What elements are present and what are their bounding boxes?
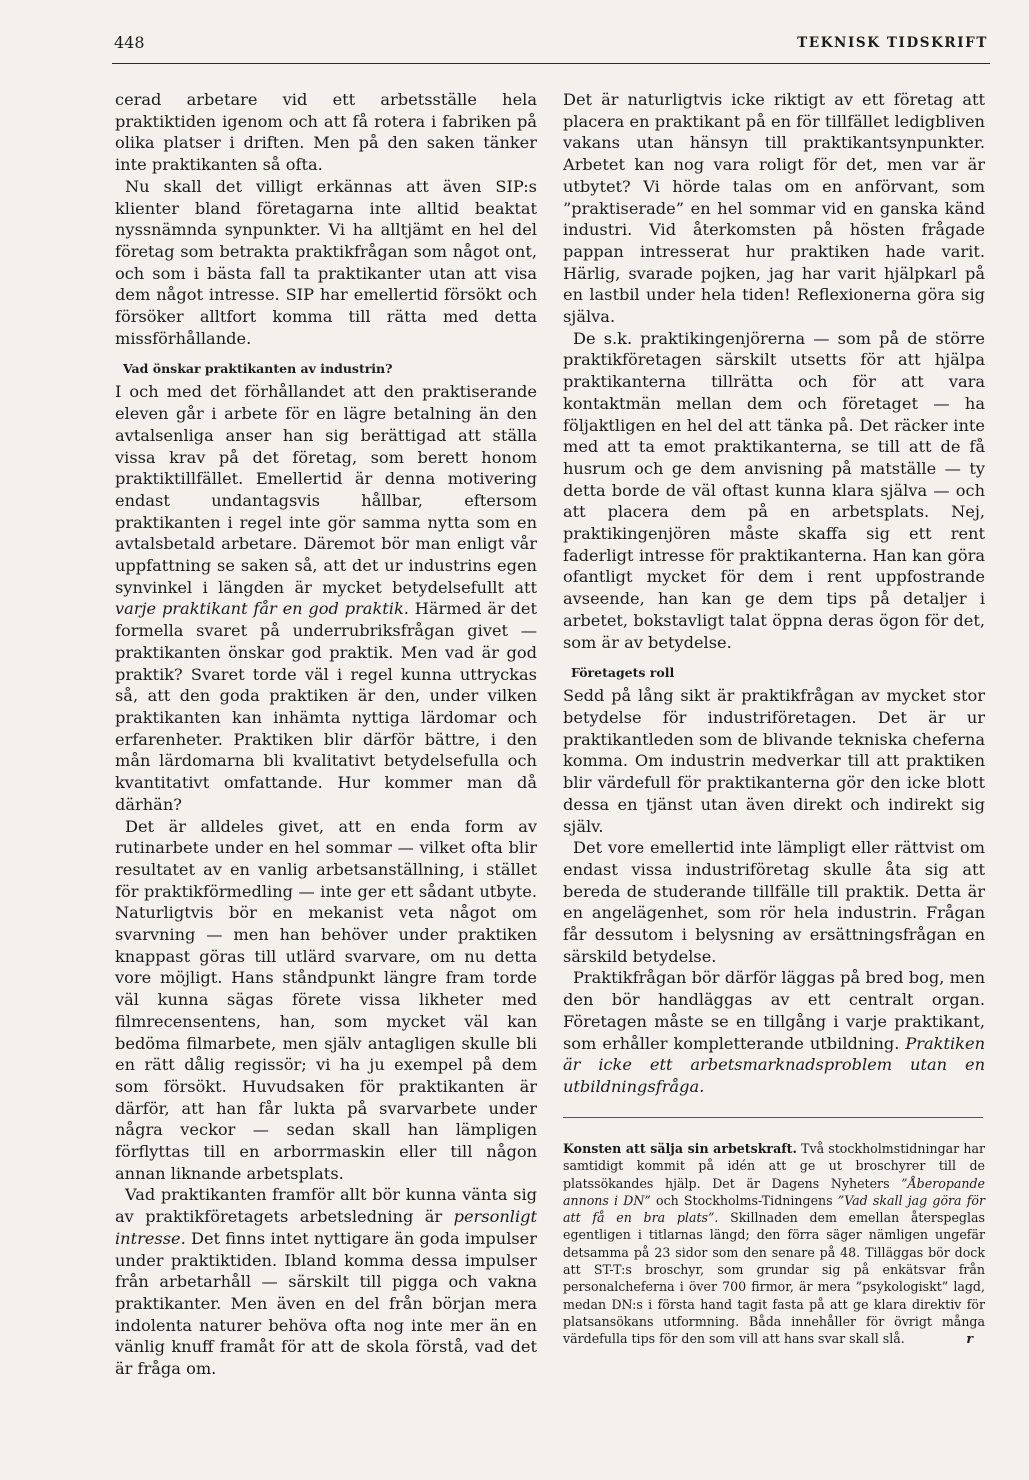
text-run: Härmed är det formella svaret på underrubriksfrågan givet — praktikanten önskar god praktik. Men vad är god praktik? Svaret torde väl i regel kunna uttryckas så, att den goda praktiken är den, under vilken praktikanten kan inhämta nyttiga lärdomar och erfarenheter. Praktiken blir därför bättre, i den mån lärdomarna bli kvalitativt betydelsefulla och kvantitativt omfattande. Hur kommer man då därhän? [115,599,537,814]
left-paragraph-1: cerad arbetare vid ett arbetsställe hela praktiktiden igenom och att få rotera i fabriken på olika platser i driften. Men på den saken tänker inte praktikanten så ofta. [115,90,537,175]
emphasis-run: ”Vad skall jag göra för att få en bra plats”. [563,1192,985,1226]
journal-title: TEKNISK TIDSKRIFT [797,35,988,51]
subheading-industri: Vad önskar praktikanten av industrin? [123,361,393,377]
emphasis-run: ”Åberopande annons i DN” [563,1175,985,1208]
subheading-foretagets-roll: Företagets roll [571,665,675,681]
text-run: Skillnaden dem emellan återspeglas egentligen i titlarnas längd; den förra säger nämligen ungefär detsamma på 23 sidor som den senare på 48. Tilläggas bör dock att ST-T:s broschyr, som grundar sig på enkätsvar från personalcheferna i över 700 firmor, är mera ”psykologiskt” lagd, medan DN:s i första hand tagit fasta på att ge klara direktiv för platsansökans utformning. Båda innehåller för övrigt många värdefulla tips för den som vill att hans svar skall slå. [563,1210,985,1347]
text-run: Det finns intet nyttigare än goda impulser under praktiktiden. Ibland komma dessa impulser från arbetarhåll — särskilt till pigga och vakna praktikanter. Men även en del från början mera indolenta naturer behöva ofta nog inte mer än en vänlig knuff framåt för att de skola förstå, vad det är fråga om. [115,1228,537,1379]
author-signature: r [966,1331,973,1347]
left-column [115,89,537,1380]
text-run: Vad praktikanten framför allt bör kunna vänta sig av praktikföretagets arbetsledning är [115,1185,537,1227]
right-paragraph-4: Det vore emellertid inte lämpligt eller rättvist om endast vissa industriföretag skulle åta sig att bereda de studerande tillfälle till praktik. Detta är en angelägenhet, som rör hela industrin. Frågan får dessutom i belysning av ersättningsfrågan en särskild betydelse. [563,838,985,966]
notice-lead: Konsten att sälja sin arbetskraft. [563,1141,797,1156]
right-paragraph-3: Sedd på lång sikt är praktikfrågan av mycket stor betydelse för industriföretagen. Det är ur praktikantleden som de blivande tekniska cheferna komma. Om industrin medverkar till att praktiken blir värdefull för praktikanterna gör den icke blott dessa en tjänst utan även direkt och indirekt sig själv. [563,686,985,836]
right-paragraph-1: Det är naturligtvis icke riktigt av ett företag att placera en praktikant på en för tillfället ledigbliven vakans utan hänsyn till praktikantsynpunkter. Arbetet kan nog vara roligt för det, men var är utbytet? Vi hörde talas om en anförvant, som ”praktiserade” en hel sommar vid en ganska känd industri. Vid återkomsten på hösten frågade pappan intresserat hur praktiken hade varit. Härlig, svarade pojken, jag har varit hjälpkarl på en lastbil under hela tiden! Reflexionerna göra sig själva. [563,90,985,327]
notice-paragraph [563,1140,985,1348]
text-run: Praktikfrågan bör därför läggas på bred bog, men den bör handläggas av ett centralt organ. Företagen måste se en tillgång i varje praktikant, som erhåller kompletterande utbildning. [563,968,985,1053]
page-header [114,33,988,55]
left-paragraph-3 [115,381,537,815]
text-run: och Stockholms-Tidningens [650,1192,838,1208]
emphasis-run: personligt intresse. [115,1207,537,1248]
notice-divider [563,1117,983,1118]
right-paragraph-2: De s.k. praktikingenjörerna — som på de större praktikföretagen särskilt utsetts för att hjälpa praktikanterna tillrätta och för att vara kontaktmän mellan dem och företaget — ha följaktligen en hel del att tänka på. Det räcker inte med att ta emot praktikanterna, se till att de få husrum och ge dem anvisning på matställe — ty detta borde de väl oftast kunna klara själva — och att placera dem på en arbetsplats. Nej, praktikingenjören måste skaffa sig ett rent faderligt intresse för praktikanterna. Han kan göra ofantligt mycket för dem i rent uppfostrande avseende, han kan ge dem tips på detaljer i arbetet, bokstavligt talat öppna deras ögon för det, som är av betydelse. [563,328,985,652]
right-column [563,89,985,1098]
left-paragraph-4: Det är alldeles givet, att en enda form av rutinarbete under en hel sommar — vilket ofta blir resultatet av en vanlig arbetsanställning, i stället för praktikförmedling — inte ger ett sådant utbyte. Naturligtvis bör en mekanist veta något om svarvning — men han behöver under praktiken knappast göras till utlärd svarvare, om nu detta vore möjligt. Hans ståndpunkt längre fram torde väl kunna sägas förete vissa likheter med filmrecensentens, han, som mycket väl kan bedöma filmarbete, men själv antagligen skulle bli en rätt dålig regissör; vi ha ju exempel på dem som försökt. Huvudsaken för praktikanten är därför, att han får lukta på svarvarbete under några veckor — sedan skall han lämpligen förflyttas till en arborrmaskin eller till någon annan liknande arbetsplats. [115,816,537,1183]
header-rule [112,63,990,64]
right-paragraph-5 [563,967,985,1097]
text-run: I och med det förhållandet att den praktiserande eleven går i arbete för en lägre betalning än den avtalsenliga anser han sig berättigad att ställa vissa krav på det företag, som berett honom praktiktillfället. Emellertid är denna motivering endast undantagsvis hållbar, eftersom praktikanten i regel inte gör samma nytta som en avtalsbetald arbetare. Däremot bör man enligt vår uppfattning se saken så, att det ur industrins egen synvinkel i längden är mycket betydelsefullt att [115,382,537,597]
emphasis-run: Praktiken är icke ett arbetsmarknadsproblem utan en utbildningsfråga. [563,1033,985,1096]
left-paragraph-2: Nu skall det villigt erkännas att även SIP:s klienter bland företagarna inte alltid beaktat nyssnämnda synpunkter. Vi ha alltjämt en hel del företag som betrakta praktikfrågan som något ont, och som i bästa fall ta praktikanter utan att visa dem något intresse. SIP har emellertid försökt och försöker alltfort komma till rätta med detta missförhållande. [115,176,537,348]
page-number: 448 [114,33,145,52]
notice-box [563,1140,985,1348]
text-run: Två stockholmstidningar har samtidigt kommit på idén att ge ut broschyrer till de platssökandes hjälp. Det är Dagens Nyheters [563,1141,986,1191]
left-paragraph-5 [115,1184,537,1379]
emphasis-run: varje praktikant får en god praktik. [115,599,409,619]
